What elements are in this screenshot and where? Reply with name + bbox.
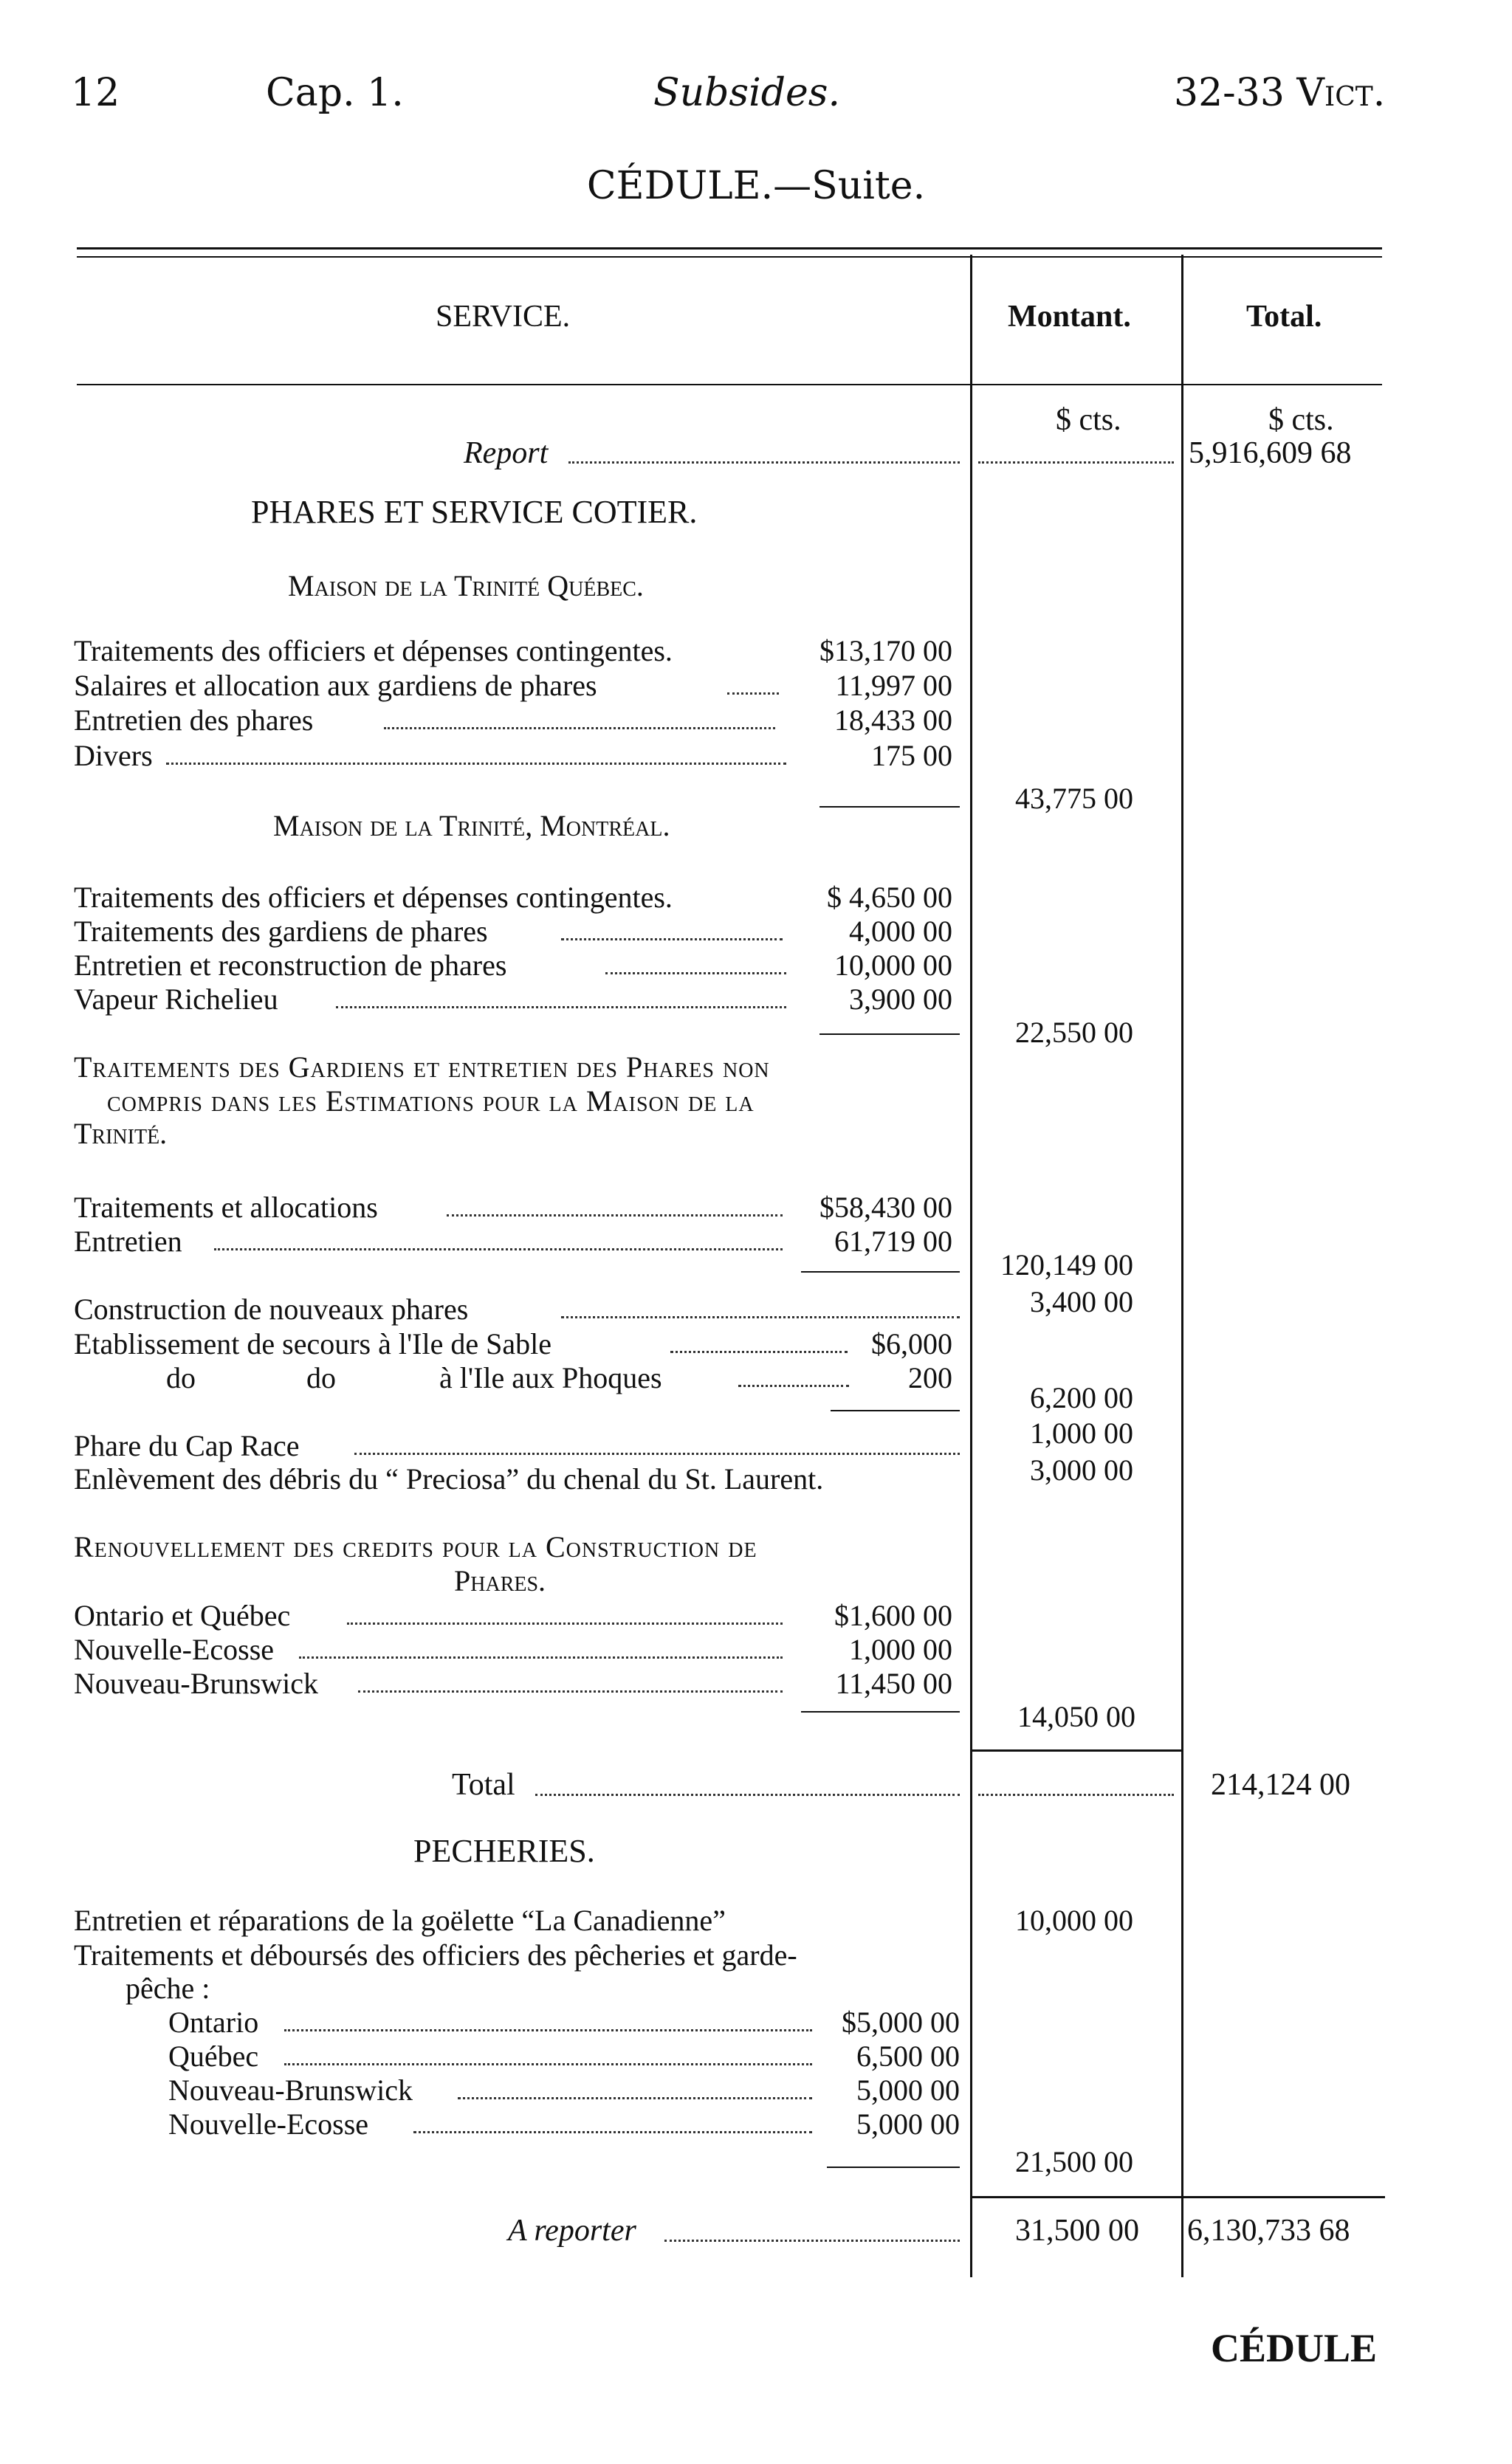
secours-montant: 6,200 00: [1030, 1381, 1133, 1414]
regnal-year: 32-33 Vict.: [1174, 71, 1386, 115]
preciosa-montant: 3,000 00: [1030, 1453, 1133, 1487]
non-compris-item-1-amount: $58,430 00: [819, 1191, 952, 1224]
chapter-label: Cap. 1.: [266, 71, 404, 115]
non-compris-item-2-amount: 61,719 00: [834, 1225, 952, 1258]
page-title: CÉDULE.—Suite.: [586, 164, 926, 208]
goelette-montant: 10,000 00: [1015, 1904, 1133, 1937]
preciosa-label: Enlèvement des débris du “ Preciosa” du chenal du St. Laurent.: [74, 1462, 824, 1496]
non-compris-subtotal-rule: [801, 1271, 960, 1273]
pecheries-item-3-label: Nouveau-Brunswick: [168, 2074, 413, 2107]
col-montant-heading: Montant.: [1008, 300, 1131, 334]
renouvellement-item-1-label: Ontario et Québec: [74, 1599, 291, 1632]
renouvellement-heading-2: Phares.: [454, 1564, 546, 1597]
secours-amount: $6,000: [871, 1327, 952, 1360]
total-phares-total: 214,124 00: [1211, 1768, 1350, 1802]
secours-amount-2: 200: [908, 1361, 952, 1394]
construction-label: Construction de nouveaux phares: [74, 1293, 469, 1326]
quebec-item-2-amount: 11,997 00: [835, 669, 952, 702]
renouvellement-montant: 14,050 00: [1017, 1700, 1135, 1733]
secours-do-2: do: [306, 1361, 336, 1394]
montreal-item-4-amount: 3,900 00: [849, 982, 952, 1016]
pecheries-item-4-leader: [413, 2131, 812, 2133]
top-rule-inner: [77, 256, 1382, 258]
section-pecheries: PECHERIES.: [413, 1833, 595, 1869]
total-phares-label: Total: [452, 1768, 515, 1802]
montreal-item-1-label: Traitements des officiers et dépenses contingentes.: [74, 881, 673, 914]
currency-total: $ cts.: [1268, 403, 1334, 437]
pecheries-item-2-amount: 6,500 00: [856, 2040, 960, 2073]
quebec-item-3-amount: 18,433 00: [834, 703, 952, 737]
col-divider-2: [1181, 255, 1183, 2277]
pecheries-item-1-leader: [284, 2029, 812, 2031]
cap-race-label: Phare du Cap Race: [74, 1429, 300, 1462]
quebec-heading: Maison de la Trinité Québec.: [288, 569, 644, 602]
montreal-item-2-leader: [561, 938, 783, 940]
total-phares-leader: [535, 1794, 960, 1796]
top-rule: [77, 247, 1382, 250]
quebec-montant: 43,775 00: [1015, 782, 1133, 815]
catchword: CÉDULE: [1211, 2326, 1378, 2370]
renouvellement-item-1-amount: $1,600 00: [834, 1599, 952, 1632]
quebec-item-3-leader: [384, 727, 775, 729]
montreal-item-3-label: Entretien et reconstruction de phares: [74, 949, 507, 982]
montreal-item-2-label: Traitements des gardiens de phares: [74, 915, 488, 948]
quebec-item-1-amount: $13,170 00: [819, 634, 952, 667]
col-total-heading: Total.: [1246, 300, 1322, 334]
non-compris-item-1-leader: [447, 1214, 783, 1216]
a-reporter-montant: 31,500 00: [1015, 2214, 1139, 2248]
montreal-item-4-leader: [336, 1006, 786, 1008]
montreal-montant: 22,550 00: [1015, 1016, 1133, 1049]
pecheries-item-3-amount: 5,000 00: [856, 2074, 960, 2107]
non-compris-montant: 120,149 00: [1000, 1248, 1133, 1281]
renouvellement-subtotal-rule: [801, 1711, 960, 1713]
secours-subtotal-rule: [831, 1410, 960, 1411]
pecheries-label-1: Traitements et déboursés des officiers des pêcheries et garde-: [74, 1938, 797, 1972]
renouvellement-item-3-amount: 11,450 00: [835, 1667, 952, 1700]
non-compris-item-2-leader: [214, 1248, 783, 1250]
secours-label-2: à l'Ile aux Phoques: [439, 1361, 662, 1394]
report-leader-2: [978, 461, 1174, 464]
subject-label: Subsides.: [653, 71, 840, 115]
section-phares: PHARES ET SERVICE COTIER.: [251, 494, 698, 530]
report-leader: [568, 461, 960, 464]
pecheries-subtotal-rule: [827, 2167, 960, 2168]
pecheries-item-2-leader: [284, 2063, 812, 2065]
montreal-item-2-amount: 4,000 00: [849, 915, 952, 948]
montreal-item-4-label: Vapeur Richelieu: [74, 982, 278, 1016]
goelette-label: Entretien et réparations de la goëlette “La Canadienne”: [74, 1904, 726, 1937]
pecheries-item-4-label: Nouvelle-Ecosse: [168, 2107, 369, 2141]
pecheries-montant: 21,500 00: [1015, 2145, 1133, 2178]
montreal-item-3-leader: [605, 972, 786, 974]
cap-race-montant: 1,000 00: [1030, 1417, 1133, 1450]
renouvellement-item-2-leader: [299, 1656, 783, 1659]
montreal-item-3-amount: 10,000 00: [834, 949, 952, 982]
renouvellement-item-2-amount: 1,000 00: [849, 1633, 952, 1666]
bottom-sum-rule: [972, 2196, 1385, 2198]
pecheries-item-1-amount: $5,000 00: [842, 2006, 960, 2039]
pecheries-item-2-label: Québec: [168, 2040, 259, 2073]
total-phares-leader-2: [978, 1794, 1174, 1796]
montreal-heading: Maison de la Trinité, Montréal.: [273, 809, 670, 842]
renouvellement-item-1-leader: [347, 1622, 783, 1625]
report-total: 5,916,609 68: [1189, 436, 1352, 470]
montant-sum-rule: [972, 1749, 1181, 1752]
non-compris-heading-3: Trinité.: [74, 1117, 168, 1150]
secours-label: Etablissement de secours à l'Ile de Sable: [74, 1327, 551, 1360]
non-compris-item-2-label: Entretien: [74, 1225, 182, 1258]
quebec-item-4-label: Divers: [74, 739, 153, 772]
page-number: 12: [71, 71, 120, 115]
pecheries-item-1-label: Ontario: [168, 2006, 259, 2039]
pecheries-label-2: pêche :: [126, 1972, 210, 2005]
quebec-item-3-label: Entretien des phares: [74, 703, 314, 737]
non-compris-heading-1: Traitements des Gardiens et entretien des Phares non: [74, 1050, 770, 1084]
quebec-item-4-leader: [166, 763, 786, 765]
heading-rule: [77, 384, 1382, 385]
quebec-item-4-amount: 175 00: [871, 739, 952, 772]
report-label: Report: [464, 436, 549, 470]
construction-montant: 3,400 00: [1030, 1285, 1133, 1318]
pecheries-item-4-amount: 5,000 00: [856, 2107, 960, 2141]
montreal-item-1-amount: $ 4,650 00: [827, 881, 952, 914]
quebec-item-2-label: Salaires et allocation aux gardiens de phares: [74, 669, 597, 702]
col-divider-1: [970, 255, 972, 2277]
renouvellement-item-3-leader: [358, 1690, 783, 1693]
montreal-subtotal-rule: [819, 1033, 960, 1035]
secours-do-1: do: [166, 1361, 196, 1394]
a-reporter-leader: [664, 2240, 960, 2242]
renouvellement-item-3-label: Nouveau-Brunswick: [74, 1667, 319, 1700]
cap-race-leader: [354, 1453, 960, 1455]
non-compris-heading-2: compris dans les Estimations pour la Maison de la: [107, 1084, 755, 1118]
a-reporter-label: A reporter: [508, 2214, 636, 2248]
renouvellement-item-2-label: Nouvelle-Ecosse: [74, 1633, 275, 1666]
currency-montant: $ cts.: [1056, 403, 1121, 437]
construction-leader: [561, 1316, 960, 1318]
non-compris-item-1-label: Traitements et allocations: [74, 1191, 378, 1224]
col-service-heading: SERVICE.: [436, 300, 571, 334]
renouvellement-heading-1: Renouvellement des credits pour la Construction de: [74, 1530, 757, 1563]
a-reporter-total: 6,130,733 68: [1187, 2214, 1350, 2248]
quebec-item-1-label: Traitements des officiers et dépenses contingentes.: [74, 634, 673, 667]
pecheries-item-3-leader: [458, 2097, 812, 2099]
quebec-subtotal-rule: [819, 806, 960, 808]
